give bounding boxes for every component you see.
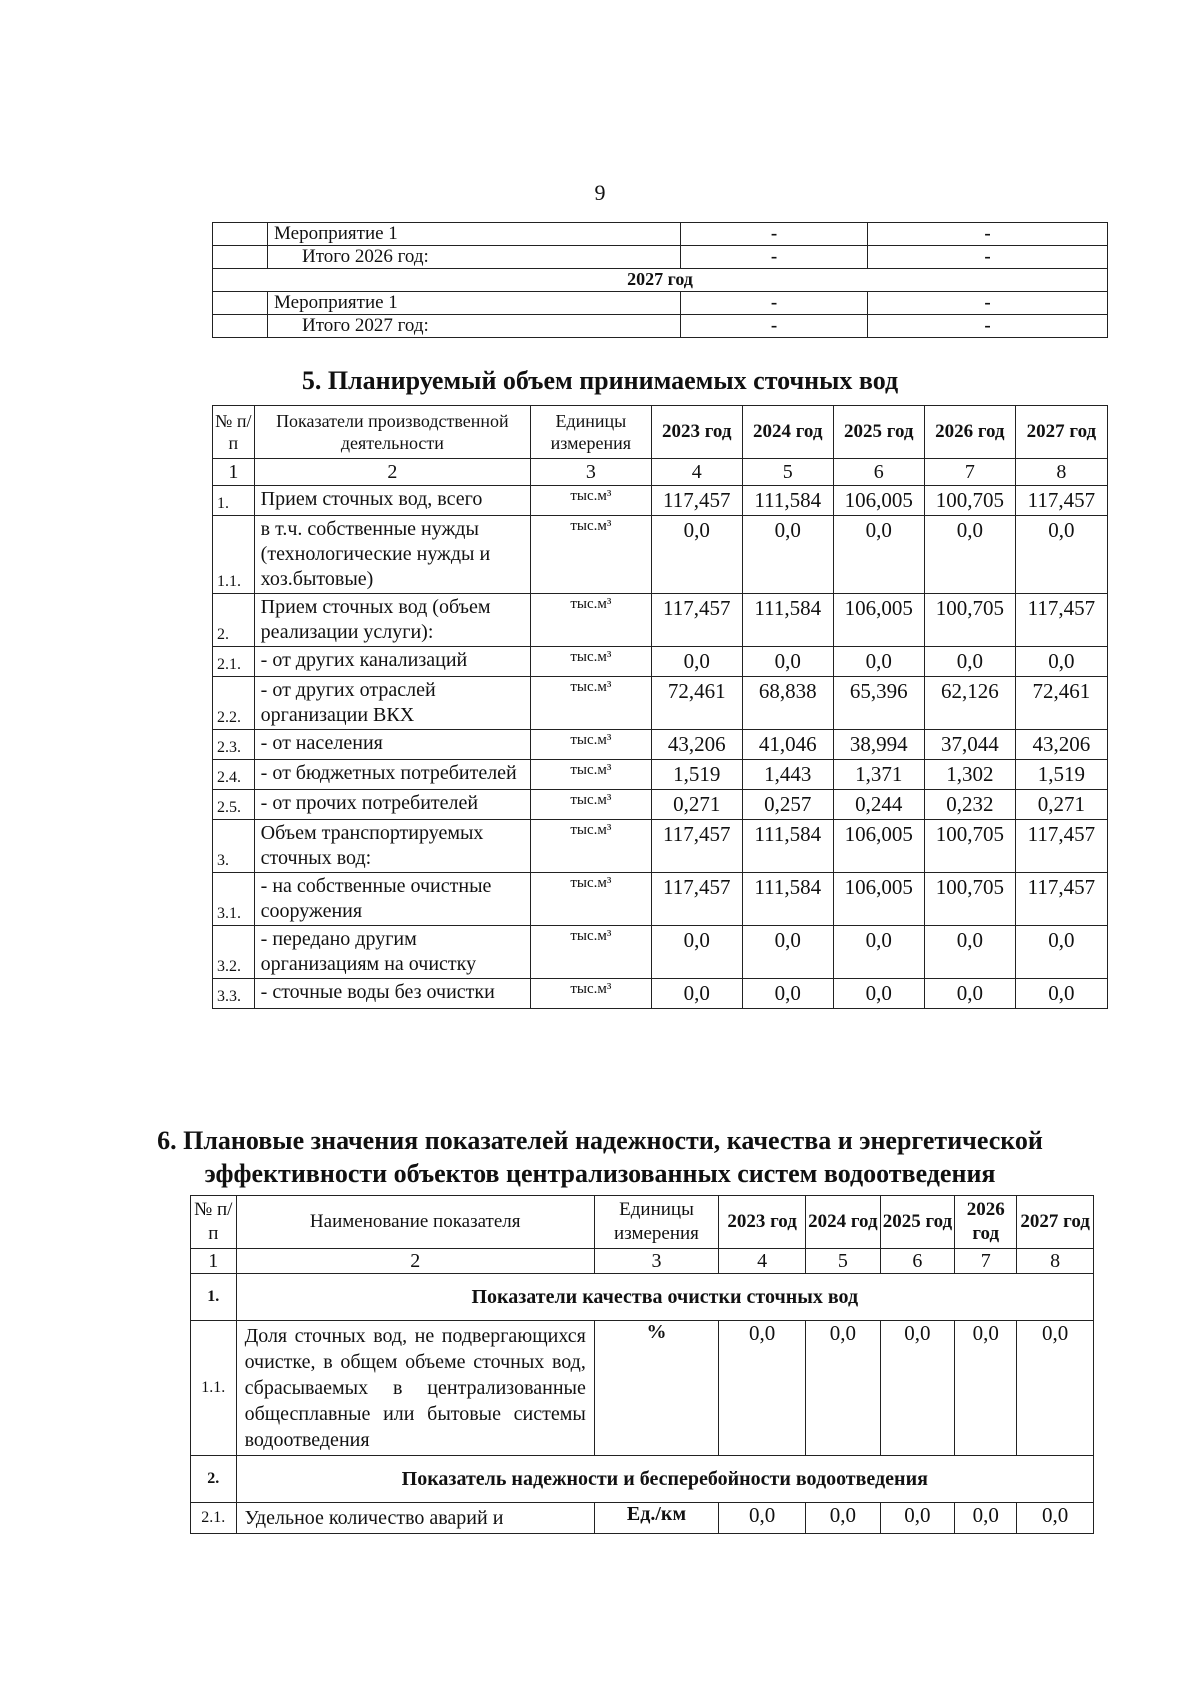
row-value: 0,0 xyxy=(924,979,1015,1009)
row-value: 106,005 xyxy=(833,486,924,516)
table-row xyxy=(213,979,1108,1009)
row-name-text: Объем транспортируемых сточных вод: xyxy=(260,822,484,869)
column-number: 1 xyxy=(191,1249,237,1274)
row-value: 43,206 xyxy=(651,730,742,760)
row-unit: тыс.м³ xyxy=(531,820,652,873)
row-value: 117,457 xyxy=(651,820,742,873)
header-num: № п/п xyxy=(213,406,255,459)
table-row xyxy=(213,820,1108,873)
row-value: 0,0 xyxy=(1015,516,1107,594)
row-value: 111,584 xyxy=(742,594,833,647)
header-year: 2027 год xyxy=(1015,406,1107,459)
row-number: 1. xyxy=(213,486,255,516)
row-value: 41,046 xyxy=(742,730,833,760)
row-name xyxy=(254,647,530,677)
row-value: 111,584 xyxy=(742,820,833,873)
row-value: - xyxy=(868,315,1108,338)
column-number: 5 xyxy=(742,459,833,486)
header-year: 2024 год xyxy=(806,1196,881,1249)
row-number: 2.4. xyxy=(213,760,255,790)
table-row xyxy=(213,246,1108,269)
row-number xyxy=(213,315,268,338)
row-name-text: - от других канализаций xyxy=(260,649,468,671)
row-value: 0,271 xyxy=(651,790,742,820)
column-number: 3 xyxy=(531,459,652,486)
row-value: 117,457 xyxy=(651,873,742,926)
group-title: Показатели качества очистки сточных вод xyxy=(236,1274,1093,1321)
row-value: 0,0 xyxy=(1017,1321,1094,1456)
row-number: 3.3. xyxy=(213,979,255,1009)
table-row xyxy=(191,1503,1094,1534)
table-header-row xyxy=(191,1196,1094,1249)
header-year: 2023 год xyxy=(719,1196,806,1249)
section-6-title xyxy=(0,1124,1200,1190)
column-number: 4 xyxy=(651,459,742,486)
header-unit: Единицы измерения xyxy=(531,406,652,459)
row-value: 65,396 xyxy=(833,677,924,730)
row-unit: тыс.м³ xyxy=(531,926,652,979)
row-name xyxy=(254,873,530,926)
column-number: 3 xyxy=(594,1249,718,1274)
header-year: 2023 год xyxy=(651,406,742,459)
row-value: 0,0 xyxy=(651,516,742,594)
row-unit: тыс.м³ xyxy=(531,760,652,790)
row-value: 0,0 xyxy=(719,1321,806,1456)
row-value: 0,0 xyxy=(806,1321,881,1456)
header-year: 2026 год xyxy=(924,406,1015,459)
table-row xyxy=(213,730,1108,760)
row-number: 2.1. xyxy=(191,1503,237,1534)
column-number: 7 xyxy=(955,1249,1017,1274)
section-5-title: 5. Планируемый объем принимаемых сточных вод xyxy=(301,366,899,395)
row-value: 0,232 xyxy=(924,790,1015,820)
row-number: 3.2. xyxy=(213,926,255,979)
row-value: 0,0 xyxy=(651,979,742,1009)
row-name-text: - от бюджетных потребителей xyxy=(260,762,517,784)
row-value: 0,0 xyxy=(742,647,833,677)
column-number: 4 xyxy=(719,1249,806,1274)
row-name xyxy=(254,516,530,594)
table-row xyxy=(213,223,1108,246)
row-name-text: в т.ч. собственные нужды (технологические нужды и хоз.бытовые) xyxy=(260,518,491,590)
header-year: 2025 год xyxy=(880,1196,955,1249)
header-num: № п/п xyxy=(191,1196,237,1249)
row-number: 1.1. xyxy=(191,1321,237,1456)
row-name xyxy=(254,790,530,820)
row-name-text: - передано другим организациям на очистку xyxy=(260,928,477,975)
row-value: 0,0 xyxy=(651,926,742,979)
row-value: 0,0 xyxy=(880,1321,955,1456)
table-row xyxy=(213,760,1108,790)
row-value: 43,206 xyxy=(1015,730,1107,760)
row-number: 1.1. xyxy=(213,516,255,594)
row-value: 111,584 xyxy=(742,486,833,516)
row-unit: тыс.м³ xyxy=(531,486,652,516)
row-value: 0,0 xyxy=(833,647,924,677)
header-year: 2027 год xyxy=(1017,1196,1094,1249)
row-value: 1,302 xyxy=(924,760,1015,790)
table-row xyxy=(213,677,1108,730)
row-unit: тыс.м³ xyxy=(531,790,652,820)
header-unit: Единицы измерения xyxy=(594,1196,718,1249)
row-name-text: Прием сточных вод, всего xyxy=(260,488,483,510)
row-value: 0,0 xyxy=(924,516,1015,594)
group-row xyxy=(191,1274,1094,1321)
row-unit: тыс.м³ xyxy=(531,594,652,647)
table-row xyxy=(213,594,1108,647)
row-value: 117,457 xyxy=(1015,873,1107,926)
row-unit: Ед./км xyxy=(594,1503,718,1534)
row-unit: % xyxy=(594,1321,718,1456)
row-value: 72,461 xyxy=(1015,677,1107,730)
row-value: 100,705 xyxy=(924,873,1015,926)
row-number xyxy=(213,223,268,246)
row-value: 1,519 xyxy=(651,760,742,790)
row-value: 106,005 xyxy=(833,873,924,926)
section-6-title-line2: эффективности объектов централизованных систем водоотведения xyxy=(204,1159,996,1188)
row-value: 0,0 xyxy=(1015,647,1107,677)
row-value: 0,257 xyxy=(742,790,833,820)
row-value: 0,0 xyxy=(955,1503,1017,1534)
row-name xyxy=(254,979,530,1009)
table-row xyxy=(213,315,1108,338)
row-name xyxy=(254,677,530,730)
row-name xyxy=(254,760,530,790)
row-value: 106,005 xyxy=(833,594,924,647)
row-number: 2.1. xyxy=(213,647,255,677)
row-name-text: Прием сточных вод (объем реализации услуги): xyxy=(260,596,491,643)
column-number: 7 xyxy=(924,459,1015,486)
row-unit: тыс.м³ xyxy=(531,730,652,760)
row-number: 2.3. xyxy=(213,730,255,760)
group-number: 2. xyxy=(191,1456,237,1503)
row-value: 117,457 xyxy=(1015,594,1107,647)
row-value: - xyxy=(868,292,1108,315)
row-name xyxy=(254,486,530,516)
group-title: Показатель надежности и бесперебойности водоотведения xyxy=(236,1456,1093,1503)
row-value: 0,0 xyxy=(833,926,924,979)
row-value: 0,0 xyxy=(806,1503,881,1534)
row-value: 0,0 xyxy=(924,647,1015,677)
row-value: 117,457 xyxy=(1015,486,1107,516)
table-row xyxy=(213,486,1108,516)
row-value: 0,0 xyxy=(742,926,833,979)
column-number: 8 xyxy=(1015,459,1107,486)
section-6-title-line1: 6. Плановые значения показателей надежности, качества и энергетической xyxy=(157,1126,1043,1155)
row-value: - xyxy=(681,246,868,269)
row-value: 0,0 xyxy=(742,516,833,594)
row-name xyxy=(254,594,530,647)
row-value: 38,994 xyxy=(833,730,924,760)
year-row xyxy=(213,269,1108,292)
year-header: 2027 год xyxy=(213,269,1108,292)
row-name-text: - на собственные очистные сооружения xyxy=(260,875,492,922)
row-unit: тыс.м³ xyxy=(531,979,652,1009)
row-value: 0,0 xyxy=(1015,926,1107,979)
table-row xyxy=(213,292,1108,315)
row-number: 2.2. xyxy=(213,677,255,730)
row-name-text: - от прочих потребителей xyxy=(260,792,479,814)
row-label: Итого 2026 год: xyxy=(268,246,681,269)
row-value: 0,0 xyxy=(651,647,742,677)
column-number: 1 xyxy=(213,459,255,486)
row-label: Мероприятие 1 xyxy=(268,292,681,315)
row-value: 0,0 xyxy=(924,926,1015,979)
row-name-text: - от населения xyxy=(260,732,383,754)
column-number-row xyxy=(191,1249,1094,1274)
row-unit: тыс.м³ xyxy=(531,516,652,594)
row-value: 100,705 xyxy=(924,594,1015,647)
page-number: 9 xyxy=(594,180,606,205)
column-number-row xyxy=(213,459,1108,486)
row-number: 3. xyxy=(213,820,255,873)
row-unit: тыс.м³ xyxy=(531,647,652,677)
row-unit: тыс.м³ xyxy=(531,873,652,926)
row-value: 117,457 xyxy=(651,486,742,516)
header-year: 2025 год xyxy=(833,406,924,459)
header-indicator: Наименование показателя xyxy=(236,1196,594,1249)
row-name xyxy=(254,820,530,873)
row-value: 0,0 xyxy=(880,1503,955,1534)
group-row xyxy=(191,1456,1094,1503)
table-row xyxy=(213,926,1108,979)
row-number: 2.5. xyxy=(213,790,255,820)
row-name xyxy=(254,926,530,979)
table-row xyxy=(213,647,1108,677)
row-value: 0,0 xyxy=(833,979,924,1009)
table-row xyxy=(191,1321,1094,1456)
row-value: 0,271 xyxy=(1015,790,1107,820)
column-number: 6 xyxy=(833,459,924,486)
row-value: 0,0 xyxy=(1017,1503,1094,1534)
row-name: Доля сточных вод, не подвергающихся очистке, в общем объеме сточных вод, сбрасываемых в централизованные общесплавные или бытовые системы водоотведения xyxy=(236,1321,594,1456)
column-number: 2 xyxy=(254,459,530,486)
row-value: 0,0 xyxy=(833,516,924,594)
row-name xyxy=(254,730,530,760)
row-value: 0,244 xyxy=(833,790,924,820)
header-year: 2024 год xyxy=(742,406,833,459)
row-value: 0,0 xyxy=(1015,979,1107,1009)
table-header-row xyxy=(213,406,1108,459)
row-label: Итого 2027 год: xyxy=(268,315,681,338)
events-continuation-table xyxy=(212,222,1108,338)
row-value: 111,584 xyxy=(742,873,833,926)
indicators-table xyxy=(190,1195,1094,1534)
row-name-text: - от других отраслей организации ВКХ xyxy=(260,679,436,726)
row-label: Мероприятие 1 xyxy=(268,223,681,246)
row-number xyxy=(213,246,268,269)
column-number: 6 xyxy=(880,1249,955,1274)
row-value: 37,044 xyxy=(924,730,1015,760)
row-unit: тыс.м³ xyxy=(531,677,652,730)
row-number: 2. xyxy=(213,594,255,647)
group-number: 1. xyxy=(191,1274,237,1321)
row-value: - xyxy=(868,246,1108,269)
row-value: 68,838 xyxy=(742,677,833,730)
row-value: 117,457 xyxy=(1015,820,1107,873)
row-value: - xyxy=(681,223,868,246)
column-number: 8 xyxy=(1017,1249,1094,1274)
row-value: 100,705 xyxy=(924,820,1015,873)
row-number xyxy=(213,292,268,315)
column-number: 5 xyxy=(806,1249,881,1274)
row-value: - xyxy=(681,292,868,315)
header-year: 2026 год xyxy=(955,1196,1017,1249)
column-number: 2 xyxy=(236,1249,594,1274)
row-value: 106,005 xyxy=(833,820,924,873)
row-value: 0,0 xyxy=(742,979,833,1009)
row-value: 0,0 xyxy=(719,1503,806,1534)
row-name-text: - сточные воды без очистки xyxy=(260,981,495,1003)
header-indicator: Показатели производственной деятельности xyxy=(254,406,530,459)
row-value: 1,519 xyxy=(1015,760,1107,790)
row-value: - xyxy=(681,315,868,338)
row-value: 1,371 xyxy=(833,760,924,790)
row-name: Удельное количество аварий и xyxy=(236,1503,594,1534)
row-value: 100,705 xyxy=(924,486,1015,516)
row-value: - xyxy=(868,223,1108,246)
table-row xyxy=(213,516,1108,594)
row-value: 117,457 xyxy=(651,594,742,647)
row-number: 3.1. xyxy=(213,873,255,926)
table-row xyxy=(213,873,1108,926)
row-value: 1,443 xyxy=(742,760,833,790)
row-value: 0,0 xyxy=(955,1321,1017,1456)
wastewater-volume-table xyxy=(212,405,1108,1009)
row-value: 62,126 xyxy=(924,677,1015,730)
table-row xyxy=(213,790,1108,820)
row-value: 72,461 xyxy=(651,677,742,730)
